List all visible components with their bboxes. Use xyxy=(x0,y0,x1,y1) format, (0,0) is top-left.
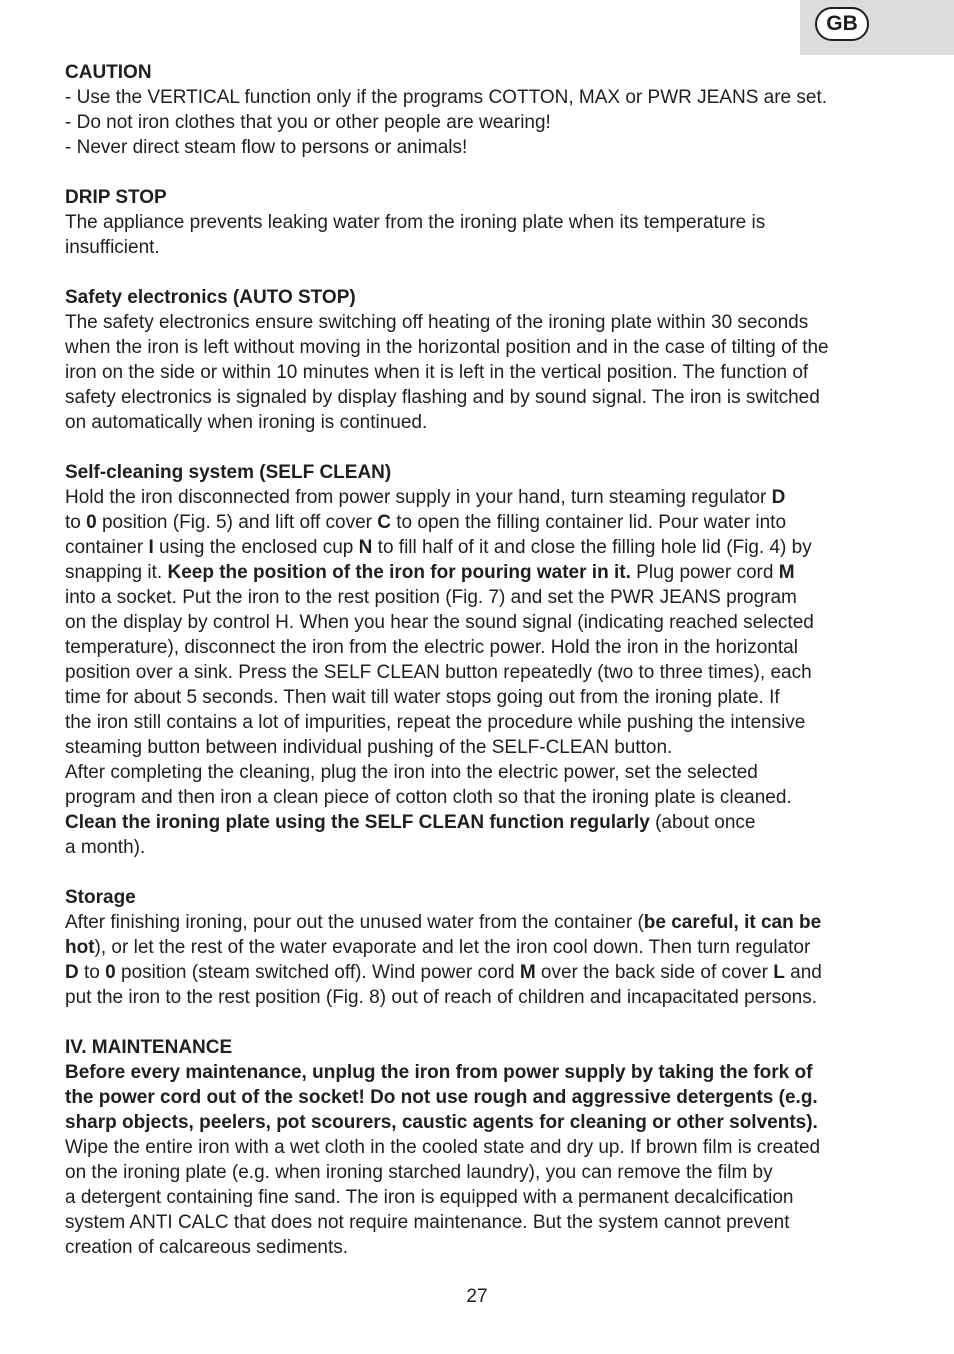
self-clean-line xyxy=(65,535,895,560)
self-clean-line: the iron still contains a lot of impurities, repeat the procedure while pushing the intensive xyxy=(65,712,806,733)
text-run: snapping it. xyxy=(65,562,168,583)
auto-stop-line: safety electronics is signaled by display flashing and by sound signal. The iron is switched xyxy=(65,387,820,408)
page-number: 27 xyxy=(466,1286,488,1307)
auto-stop-line: iron on the side or within 10 minutes when it is left in the vertical position. The function of xyxy=(65,362,809,383)
maintenance-line: on the ironing plate (e.g. when ironing starched laundry), you can remove the film by xyxy=(65,1162,773,1183)
drip-stop-heading: DRIP STOP xyxy=(65,187,167,208)
caution-line: - Never direct steam flow to persons or animals! xyxy=(65,137,468,158)
storage-line xyxy=(65,910,895,935)
bold-run: C xyxy=(377,512,391,533)
maintenance-line: a detergent containing fine sand. The iron is equipped with a permanent decalcification xyxy=(65,1187,794,1208)
self-clean-line: steaming button between individual pushing of the SELF-CLEAN button. xyxy=(65,737,673,758)
self-clean-heading: Self-cleaning system (SELF CLEAN) xyxy=(65,462,392,483)
self-clean-line xyxy=(65,510,895,535)
auto-stop-line: when the iron is left without moving in the horizontal position and in the case of tilting of the xyxy=(65,337,829,358)
text-run: to open the filling container lid. Pour water into xyxy=(391,512,787,533)
drip-stop-line: insufficient. xyxy=(65,237,160,258)
section-gap xyxy=(65,860,895,885)
self-clean-line: into a socket. Put the iron to the rest position (Fig. 7) and set the PWR JEANS program xyxy=(65,587,797,608)
bold-run: Clean the ironing plate using the SELF CLEAN function regularly xyxy=(65,812,650,833)
storage-line xyxy=(65,935,895,960)
text-run: to fill half of it and close the filling hole lid (Fig. 4) by xyxy=(372,537,812,558)
bold-run: L xyxy=(773,962,785,983)
bold-run: M xyxy=(519,962,536,983)
maintenance-warning-line: Before every maintenance, unplug the iron from power supply by taking the fork of xyxy=(65,1062,813,1083)
self-clean-line: temperature), disconnect the iron from the electric power. Hold the iron in the horizontal xyxy=(65,637,798,658)
text-run: to xyxy=(65,512,87,533)
text-run: position (steam switched off). Wind power cord xyxy=(115,962,520,983)
maintenance-line: Wipe the entire iron with a wet cloth in the cooled state and dry up. If brown film is created xyxy=(65,1137,821,1158)
self-clean-line xyxy=(65,560,895,585)
bold-run: D xyxy=(771,487,786,508)
text-run: and xyxy=(784,962,822,983)
maintenance-heading: IV. MAINTENANCE xyxy=(65,1037,233,1058)
self-clean-line xyxy=(65,485,895,510)
auto-stop-line: The safety electronics ensure switching off heating of the ironing plate within 30 seconds xyxy=(65,312,809,333)
maintenance-warning-line: the power cord out of the socket! Do not use rough and aggressive detergents (e.g. xyxy=(65,1087,818,1108)
caution-line: - Use the VERTICAL function only if the programs COTTON, MAX or PWR JEANS are set. xyxy=(65,87,828,108)
auto-stop-heading: Safety electronics (AUTO STOP) xyxy=(65,287,356,308)
self-clean-line: position over a sink. Press the SELF CLEAN button repeatedly (two to three times), each xyxy=(65,662,812,683)
bold-run: I xyxy=(148,537,154,558)
text-run: using the enclosed cup xyxy=(153,537,359,558)
maintenance-line: creation of calcareous sediments. xyxy=(65,1237,349,1258)
text-run: position (Fig. 5) and lift off cover xyxy=(96,512,378,533)
self-clean-line xyxy=(65,810,895,835)
bold-run: 0 xyxy=(105,962,116,983)
maintenance-line: system ANTI CALC that does not require maintenance. But the system cannot prevent xyxy=(65,1212,790,1233)
text-run: over the back side of cover xyxy=(535,962,774,983)
auto-stop-line: on automatically when ironing is continued. xyxy=(65,412,428,433)
text-run: Plug power cord xyxy=(630,562,779,583)
bold-run: N xyxy=(358,537,373,558)
section-gap xyxy=(65,160,895,185)
bold-run: be careful, it can be xyxy=(643,912,822,933)
text-run: to xyxy=(78,962,106,983)
self-clean-line: After completing the cleaning, plug the iron into the electric power, set the selected xyxy=(65,762,758,783)
bold-run: D xyxy=(65,962,79,983)
self-clean-line: time for about 5 seconds. Then wait till water stops going out from the ironing plate. If xyxy=(65,687,780,708)
bold-run: Keep the position of the iron for pouring water in it. xyxy=(167,562,631,583)
self-clean-line: on the display by control H. When you hear the sound signal (indicating reached selected xyxy=(65,612,814,633)
section-gap xyxy=(65,435,895,460)
storage-line xyxy=(65,960,895,985)
self-clean-line: a month). xyxy=(65,837,146,858)
section-gap xyxy=(65,260,895,285)
text-run: container xyxy=(65,537,149,558)
language-badge: GB xyxy=(815,7,869,41)
text-run: After finishing ironing, pour out the unused water from the container ( xyxy=(65,912,644,933)
caution-heading: CAUTION xyxy=(65,62,152,83)
caution-line: - Do not iron clothes that you or other people are wearing! xyxy=(65,112,551,133)
text-run: ), or let the rest of the water evaporate and let the iron cool down. Then turn regulator xyxy=(94,937,811,958)
section-gap xyxy=(65,1010,895,1035)
text-run: Hold the iron disconnected from power supply in your hand, turn steaming regulator xyxy=(65,487,772,508)
maintenance-warning-line: sharp objects, peelers, pot scourers, caustic agents for cleaning or other solvents). xyxy=(65,1112,818,1133)
self-clean-line: program and then iron a clean piece of cotton cloth so that the ironing plate is cleaned. xyxy=(65,787,792,808)
bold-run: hot xyxy=(65,937,95,958)
bold-run: 0 xyxy=(86,512,97,533)
bold-run: M xyxy=(778,562,795,583)
drip-stop-line: The appliance prevents leaking water from the ironing plate when its temperature is xyxy=(65,212,766,233)
page-content xyxy=(65,60,895,1260)
language-tab xyxy=(800,0,954,55)
storage-heading: Storage xyxy=(65,887,136,908)
storage-line: put the iron to the rest position (Fig. 8) out of reach of children and incapacitated persons. xyxy=(65,987,817,1008)
text-run: (about once xyxy=(649,812,756,833)
